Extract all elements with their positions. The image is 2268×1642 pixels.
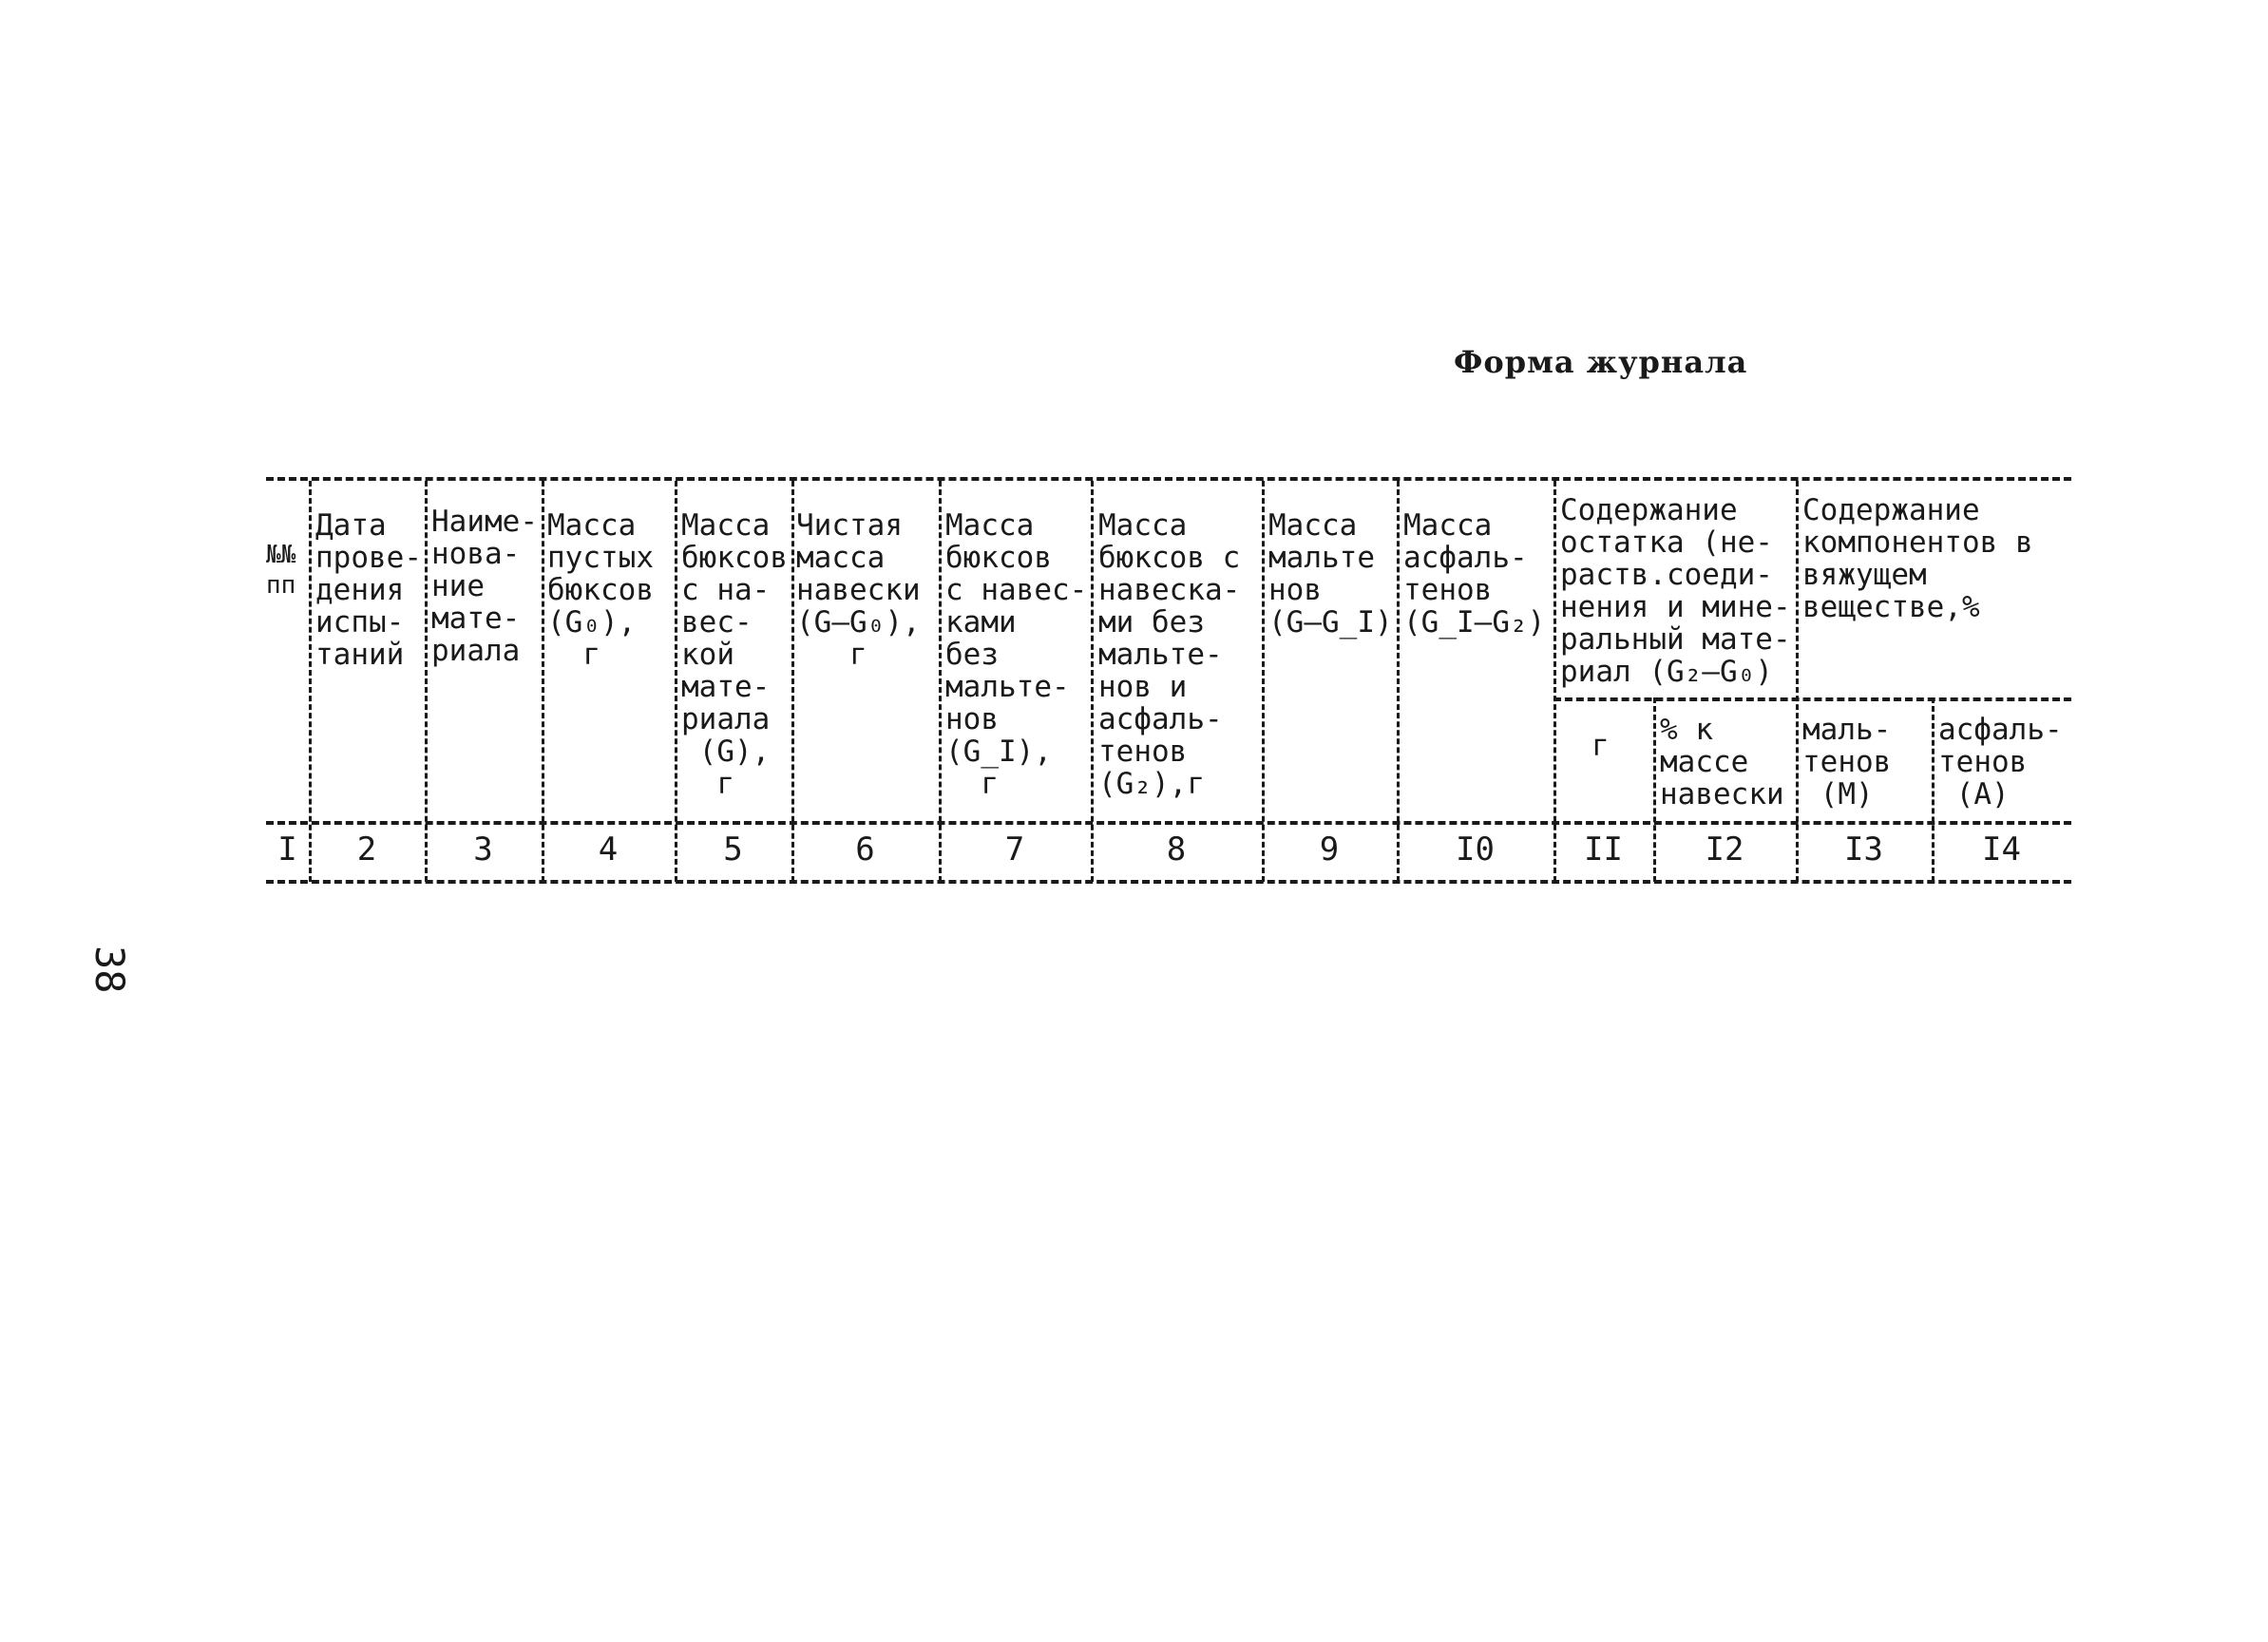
column-number: I3 — [1844, 831, 1883, 869]
column-number: 2 — [356, 831, 377, 869]
column-number: I0 — [1456, 831, 1495, 869]
header-residue-grams: г — [1591, 729, 1610, 763]
column-number: I4 — [1982, 831, 2021, 869]
page-number: 38 — [86, 945, 133, 994]
column-divider — [309, 481, 312, 882]
column-number: 8 — [1166, 831, 1187, 869]
header-residue-content: Содержание остатка (не- раств.соеди- нения и мине- ральный мате- риал (G₂–G₀) — [1560, 493, 1791, 689]
header-date: Дата прове- дения испы- таний — [315, 508, 422, 672]
header-empty-mass: Масса пустых бюксов (G₀), г — [547, 508, 654, 672]
column-divider — [791, 481, 794, 882]
header-maltenes-percent: маль- тенов (М) — [1802, 713, 1892, 811]
column-number: I2 — [1705, 831, 1744, 869]
group-separator — [1553, 697, 2071, 701]
column-divider — [675, 481, 677, 882]
column-number: 3 — [473, 831, 493, 869]
column-divider — [1553, 481, 1556, 882]
column-divider — [1397, 481, 1400, 882]
form-title: Форма журнала — [1454, 344, 1748, 380]
column-number: II — [1584, 831, 1623, 869]
header-number: №№ пп — [266, 541, 296, 600]
column-number: 9 — [1319, 831, 1340, 869]
header-material-name: Наиме- нова- ние мате- риала — [431, 505, 538, 668]
journal-table — [266, 477, 2071, 884]
numbers-separator — [266, 821, 2071, 825]
header-without-maltenes: Масса бюксов с навес- ками без мальте- нов (G_I), г — [945, 508, 1088, 801]
header-maltenes-mass: Масса мальте нов (G–G_I) — [1268, 508, 1393, 640]
header-residue-percent: % к массе навески — [1660, 713, 1784, 811]
column-number: I — [277, 831, 297, 869]
column-divider — [1262, 481, 1265, 882]
header-asphaltenes-mass: Масса асфаль- тенов (G_I–G₂) — [1403, 508, 1546, 640]
column-divider — [1796, 481, 1799, 882]
header-components-content: Содержание компонентов в вяжущем веществе,% — [1802, 493, 2033, 624]
column-number: 6 — [855, 831, 875, 869]
column-number: 7 — [1004, 831, 1025, 869]
column-divider — [542, 481, 544, 882]
column-divider — [939, 481, 942, 882]
header-bottle-with-sample: Масса бюксов с на- вес- кой мате- риала (G), г — [681, 508, 788, 801]
column-number: 4 — [598, 831, 619, 869]
column-divider — [1091, 481, 1094, 882]
header-without-maltenes-asphaltenes: Масса бюксов с навеска- ми без мальте- нов и асфаль- тенов (G₂),г — [1098, 508, 1241, 801]
header-asphaltenes-percent: асфаль- тенов (А) — [1938, 713, 2063, 811]
header-net-mass: Чистая масса навески (G–G₀), г — [796, 508, 921, 672]
column-number: 5 — [723, 831, 743, 869]
column-divider — [425, 481, 428, 882]
